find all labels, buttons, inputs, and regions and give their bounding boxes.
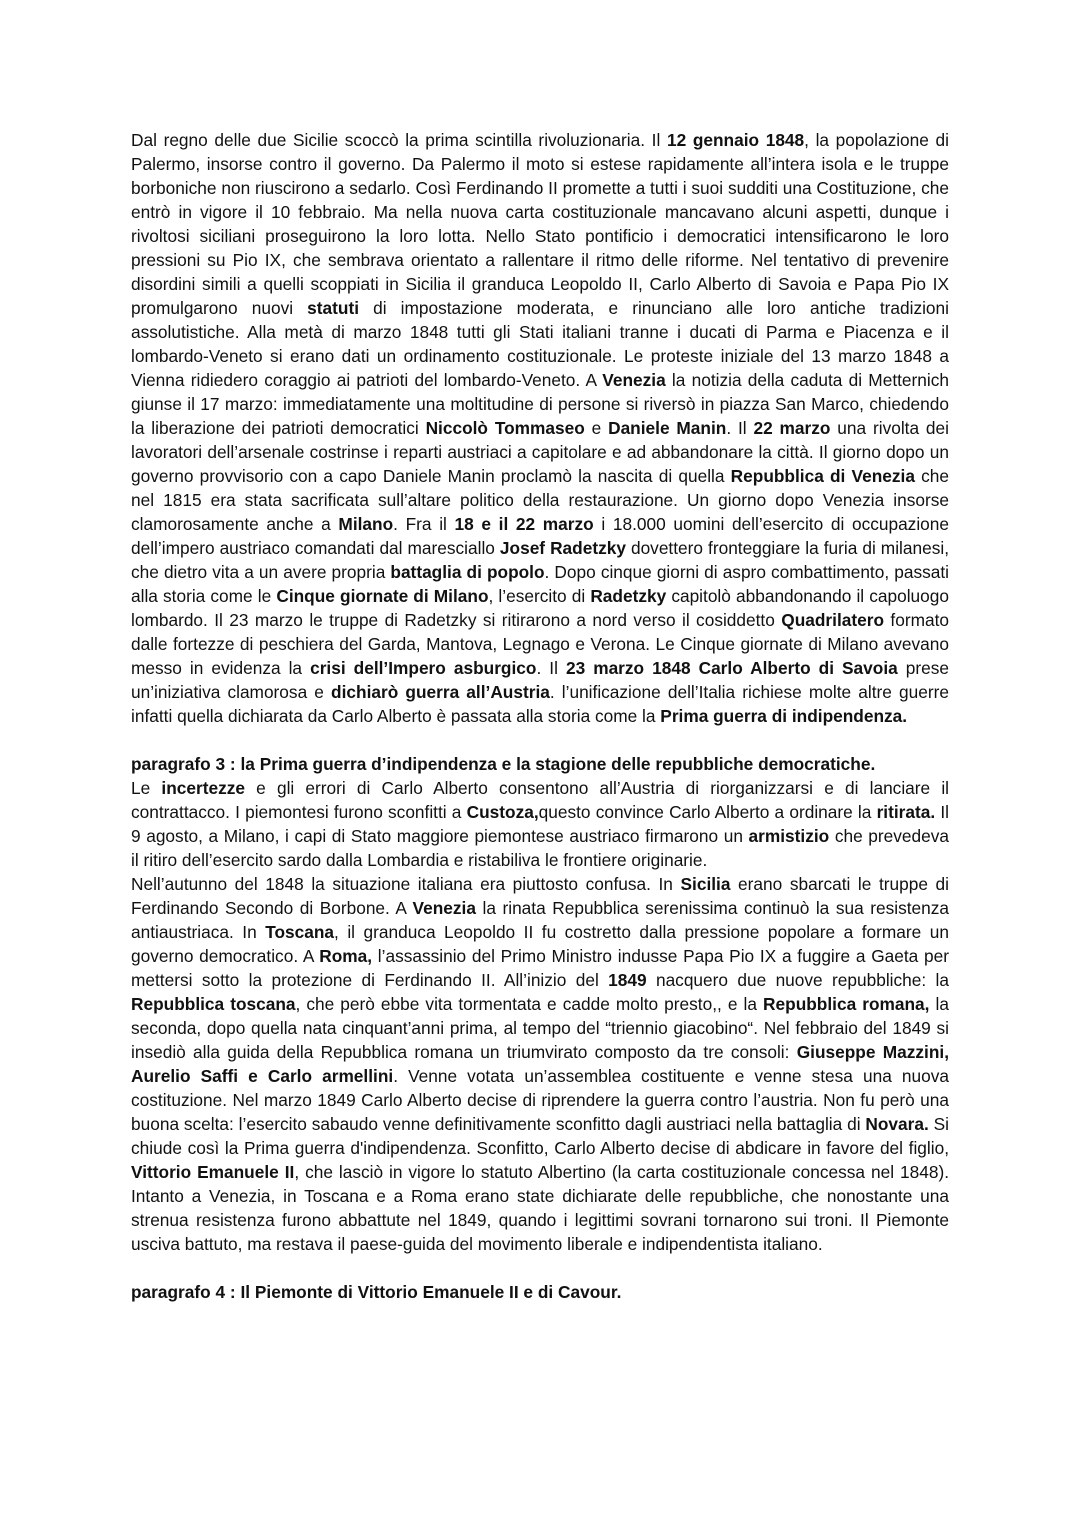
text-run: una rivolta dei lavoratori dell’arsenale costrinse i reparti austriaci a capitolare e ad abbandonare la città. Il giorno dopo un governo provvisorio con a capo Daniele Manin proclamò la nascita di quella <box>131 418 949 486</box>
bold-text-run: battaglia di popolo <box>390 562 545 582</box>
bold-text-run: Vittorio Emanuele II <box>131 1162 295 1182</box>
paragraph-prima-guerra <box>131 776 949 872</box>
text-run: dovettero fronteggiare la furia di milanesi, che dietro vita a un avere propria <box>131 538 949 582</box>
text-run: . Il <box>726 418 754 438</box>
bold-text-run: 22 marzo <box>753 418 831 438</box>
bold-text-run: paragrafo 4 : Il Piemonte di Vittorio Emanuele II e di Cavour. <box>131 1282 622 1302</box>
text-run: Si chiude così la Prima guerra d'indipendenza. Sconfitto, Carlo Alberto decise di abdicare in favore del figlio, <box>131 1114 950 1158</box>
bold-text-run: Quadrilatero <box>781 610 885 630</box>
text-run: . l’unificazione dell’Italia richiese molte altre guerre infatti quella dichiarata da Carlo Alberto è passata alla storia come la <box>131 682 949 726</box>
bold-text-run: Milano <box>338 514 394 534</box>
text-run: nacquero due nuove repubbliche: la <box>646 970 949 990</box>
bold-text-run: Niccolò Tommaseo <box>425 418 585 438</box>
text-run: di impostazione moderata, e rinunciano alle loro antiche tradizioni assolutistiche. Alla metà di marzo 1848 tutti gli Stati italiani tranne i ducati di Parma e Piacenza e il lombardo-Veneto si erano dati un ordinamento costituzionale. Le proteste iniziale del 13 marzo 1848 a Vienna ridiedero coraggio ai patrioti del lombardo-Veneto. A <box>131 298 949 390</box>
bold-text-run: incertezze <box>161 778 245 798</box>
bold-text-run: Venezia <box>412 898 476 918</box>
bold-text-run: 23 marzo 1848 Carlo Alberto di Savoia <box>565 658 898 678</box>
bold-text-run: Daniele Manin <box>608 418 727 438</box>
text-run: che nel 1815 era stata sacrificata sull’altare politico della restaurazione. Un giorno dopo Venezia insorse clamorosamente anche a <box>131 466 949 534</box>
text-run: , l’esercito di <box>488 586 591 606</box>
text-run: erano sbarcati le truppe di Ferdinando Secondo di Borbone. A <box>131 874 949 918</box>
heading-paragrafo-3 <box>131 752 949 776</box>
text-run: che prevedeva il ritiro dell’esercito sardo dalla Lombardia e ristabiliva le frontiere originarie. <box>131 826 949 870</box>
bold-text-run: armistizio <box>748 826 830 846</box>
bold-text-run: Cinque giornate di Milano <box>276 586 489 606</box>
bold-text-run: 18 e il 22 marzo <box>454 514 594 534</box>
text-run: questo convince Carlo Alberto a ordinare la <box>538 802 877 822</box>
text-run: Nell’autunno del 1848 la situazione italiana era piuttosto confusa. In <box>131 874 681 894</box>
text-run: la rinata Repubblica serenissima continuò la sua resistenza antiaustriaca. In <box>131 898 949 942</box>
text-run: . Dopo cinque giorni di aspro combattimento, passati alla storia come le <box>131 562 949 606</box>
bold-text-run: Toscana <box>265 922 335 942</box>
text-run: e <box>584 418 609 438</box>
text-run: , il granduca Leopoldo II fu costretto dalla pressione popolare a formare un governo democratico. A <box>131 922 949 966</box>
text-run: i 18.000 uomini dell’esercito di occupazione dell’impero austriaco comandati dal maresciallo <box>131 514 949 558</box>
bold-text-run: Custoza, <box>466 802 539 822</box>
bold-text-run: Repubblica romana, <box>763 994 930 1014</box>
text-run: , che però ebbe vita tormentata e cadde molto presto,, e la <box>295 994 764 1014</box>
bold-text-run: crisi dell’Impero asburgico <box>310 658 537 678</box>
text-run: Il 9 agosto, a Milano, i capi di Stato maggiore piemontese austriaco firmarono un <box>131 802 949 846</box>
text-run: Dal regno delle due Sicilie scoccò la prima scintilla rivoluzionaria. Il <box>131 130 667 150</box>
text-run: . Il <box>536 658 566 678</box>
text-run: , che lasciò in vigore lo statuto Albertino (la carta costituzionale concessa nel 1848). Intanto a Venezia, in Toscana e a Roma erano state dichiarate delle repubbliche, che nonostante una strenua resistenza furono abbattute nel 1849, quando i legittimi sovrani tornarono sui troni. Il Piemonte usciva battuto, ma restava il paese-guida del movimento liberale e indipendentista italiano. <box>131 1162 949 1254</box>
bold-text-run: 1849 <box>608 970 647 990</box>
text-run: e gli errori di Carlo Alberto consentono all’Austria di riorganizzarsi e di lanciare il contrattacco. I piemontesi furono sconfitti a <box>131 778 949 822</box>
text-run: prese un’iniziativa clamorosa e <box>131 658 950 702</box>
bold-text-run: paragrafo 3 : la Prima guerra d’indipendenza e la stagione delle repubbliche democratiche. <box>131 754 876 774</box>
bold-text-run: Giuseppe Mazzini, Aurelio Saffi e Carlo armellini <box>131 1042 950 1086</box>
text-run: Le <box>131 778 162 798</box>
text-run: , la popolazione di Palermo, insorse contro il governo. Da Palermo il moto si estese rapidamente all’intera isola e le truppe borboniche non riuscirono a sedarlo. Così Ferdinando II promette a tutti i suoi sudditi una Costituzione, che entrò in vigore il 10 febbraio. Ma nella nuova carta costituzionale mancavano alcuni aspetti, dunque i rivoltosi siciliani proseguirono la loro lotta. Nello Stato pontificio i democratici intensificarono le loro pressioni su Pio IX, che sembrava orientato a rallentare il ritmo delle riforme. Nel tentativo di prevenire disordini simili a quelli scoppiati in Sicilia il granduca Leopoldo II, Carlo Alberto di Savoia e Papa Pio IX promulgarono nuovi <box>131 130 949 318</box>
document-page <box>131 128 949 1304</box>
bold-text-run: Radetzky <box>590 586 667 606</box>
bold-text-run: Josef Radetzky <box>499 538 626 558</box>
paragraph-autunno-1848 <box>131 872 949 1256</box>
bold-text-run: Prima guerra di indipendenza. <box>660 706 908 726</box>
text-run: . Venne votata un’assemblea costituente e venne stesa una nuova costituzione. Nel marzo 1849 Carlo Alberto decise di riprendere la guerra contro l’austria. Non fu però una buona scelta: l’esercito sabaudo venne definitivamente sconfitto dagli austriaci nella battaglia di <box>131 1066 949 1134</box>
bold-text-run: Repubblica toscana <box>131 994 296 1014</box>
text-run: capitolò abbandonando il capoluogo lombardo. Il 23 marzo le truppe di Radetzky si ritirarono a nord verso il cosiddetto <box>131 586 949 630</box>
bold-text-run: statuti <box>307 298 359 318</box>
paragraph-revolutions-1848 <box>131 128 949 728</box>
bold-text-run: dichiarò guerra all’Austria <box>331 682 550 702</box>
bold-text-run: Roma, <box>319 946 373 966</box>
bold-text-run: Repubblica di Venezia <box>730 466 915 486</box>
bold-text-run: Novara. <box>865 1114 929 1134</box>
text-run: formato dalle fortezze di peschiera del Garda, Mantova, Legnago e Verona. Le Cinque giornate di Milano avevano messo in evidenza la <box>131 610 950 678</box>
bold-text-run: 12 gennaio 1848 <box>666 130 805 150</box>
text-run: la notizia della caduta di Metternich giunse il 17 marzo: immediatamente una moltitudine di persone si riversò in piazza San Marco, chiedendo la liberazione dei patrioti democratici <box>131 370 949 438</box>
heading-paragrafo-4 <box>131 1280 949 1304</box>
text-run: . Fra il <box>393 514 455 534</box>
text-run: l’assassinio del Primo Ministro indusse Papa Pio IX a fuggire a Gaeta per mettersi sotto la protezione di Ferdinando II. All’inizio del <box>131 946 950 990</box>
bold-text-run: ritirata. <box>876 802 936 822</box>
bold-text-run: Venezia <box>602 370 666 390</box>
bold-text-run: Sicilia <box>680 874 731 894</box>
text-run: la seconda, dopo quella nata cinquant’anni prima, al tempo del “triennio giacobino“. Nel febbraio del 1849 si insediò alla guida della Repubblica romana un triumvirato composto da tre consoli: <box>131 994 949 1062</box>
